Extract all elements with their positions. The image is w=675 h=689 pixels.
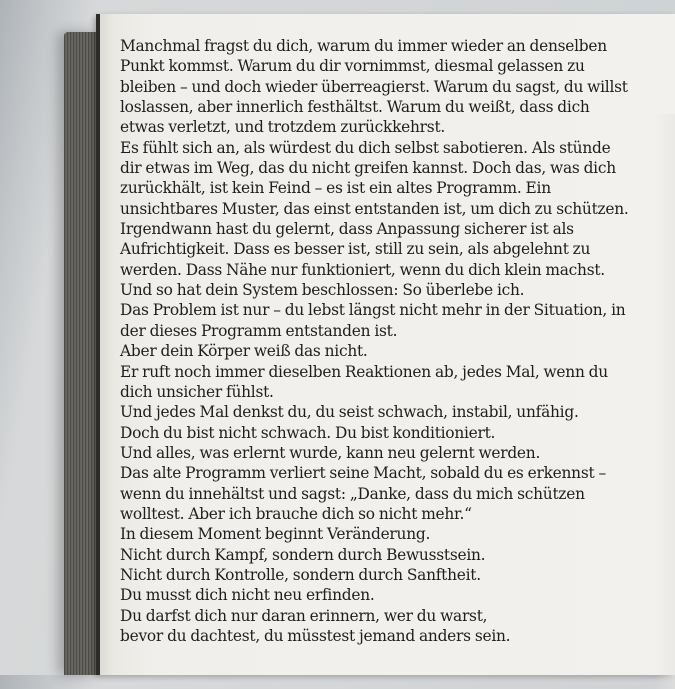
text-line: Irgendwann hast du gelernt, dass Anpassung sicherer ist als	[120, 220, 574, 239]
text-line: Das alte Programm verliert seine Macht, sobald du es erkennst –	[120, 464, 606, 483]
text-line: Und so hat dein System beschlossen: So überlebe ich.	[120, 281, 525, 300]
text-line: Er ruft noch immer dieselben Reaktionen ab, jedes Mal, wenn du	[120, 362, 608, 381]
text-line: Nicht durch Kontrolle, sondern durch Sanftheit.	[120, 565, 481, 584]
text-line: werden. Dass Nähe nur funktioniert, wenn du dich klein machst.	[120, 260, 605, 279]
text-line: In diesem Moment beginnt Veränderung.	[120, 525, 431, 544]
text-line: etwas verletzt, und trotzdem zurückkehrst.	[120, 118, 446, 137]
text-line: loslassen, aber innerlich festhältst. Warum du weißt, dass dich	[120, 98, 590, 117]
book-page-edges	[64, 32, 100, 675]
text-line: Nicht durch Kampf, sondern durch Bewusstsein.	[120, 545, 486, 564]
page-text	[120, 36, 665, 646]
text-line: wenn du innehältst und sagst: „Danke, dass du mich schützen	[120, 484, 585, 503]
text-line: der dieses Programm entstanden ist.	[120, 321, 398, 340]
text-line: Aber dein Körper weiß das nicht.	[120, 342, 368, 361]
text-line: dir etwas im Weg, das du nicht greifen kannst. Doch das, was dich	[120, 159, 616, 178]
text-line: zurückhält, ist kein Feind – es ist ein altes Programm. Ein	[120, 179, 551, 198]
text-line: Manchmal fragst du dich, warum du immer wieder an denselben	[120, 37, 607, 55]
text-line: bevor du dachtest, du müsstest jemand anders sein.	[120, 626, 511, 645]
text-line: Du musst dich nicht neu erfinden.	[120, 586, 375, 605]
book-spine-shadow	[96, 14, 100, 675]
text-line: Und jedes Mal denkst du, du seist schwach, instabil, unfähig.	[120, 403, 579, 422]
text-line: Punkt kommst. Warum du dir vornimmst, diesmal gelassen zu	[120, 57, 585, 76]
text-line: Doch du bist nicht schwach. Du bist konditioniert.	[120, 423, 496, 442]
text-line: bleiben – und doch wieder überreagierst. Warum du sagst, du willst	[120, 77, 628, 96]
text-line: wolltest. Aber ich brauche dich so nicht mehr.“	[120, 504, 472, 523]
text-line: Es fühlt sich an, als würdest du dich selbst sabotieren. Als stünde	[120, 138, 611, 157]
text-line: Du darfst dich nur daran erinnern, wer du warst,	[120, 606, 488, 625]
text-line: Das Problem ist nur – du lebst längst nicht mehr in der Situation, in	[120, 301, 626, 320]
text-line: unsichtbares Muster, das einst entstanden ist, um dich zu schützen.	[120, 199, 629, 218]
text-line: Aufrichtigkeit. Dass es besser ist, still zu sein, als abgelehnt zu	[120, 240, 591, 259]
text-line: Und alles, was erlernt wurde, kann neu gelernt werden.	[120, 443, 541, 462]
text-line: dich unsicher fühlst.	[120, 382, 274, 401]
